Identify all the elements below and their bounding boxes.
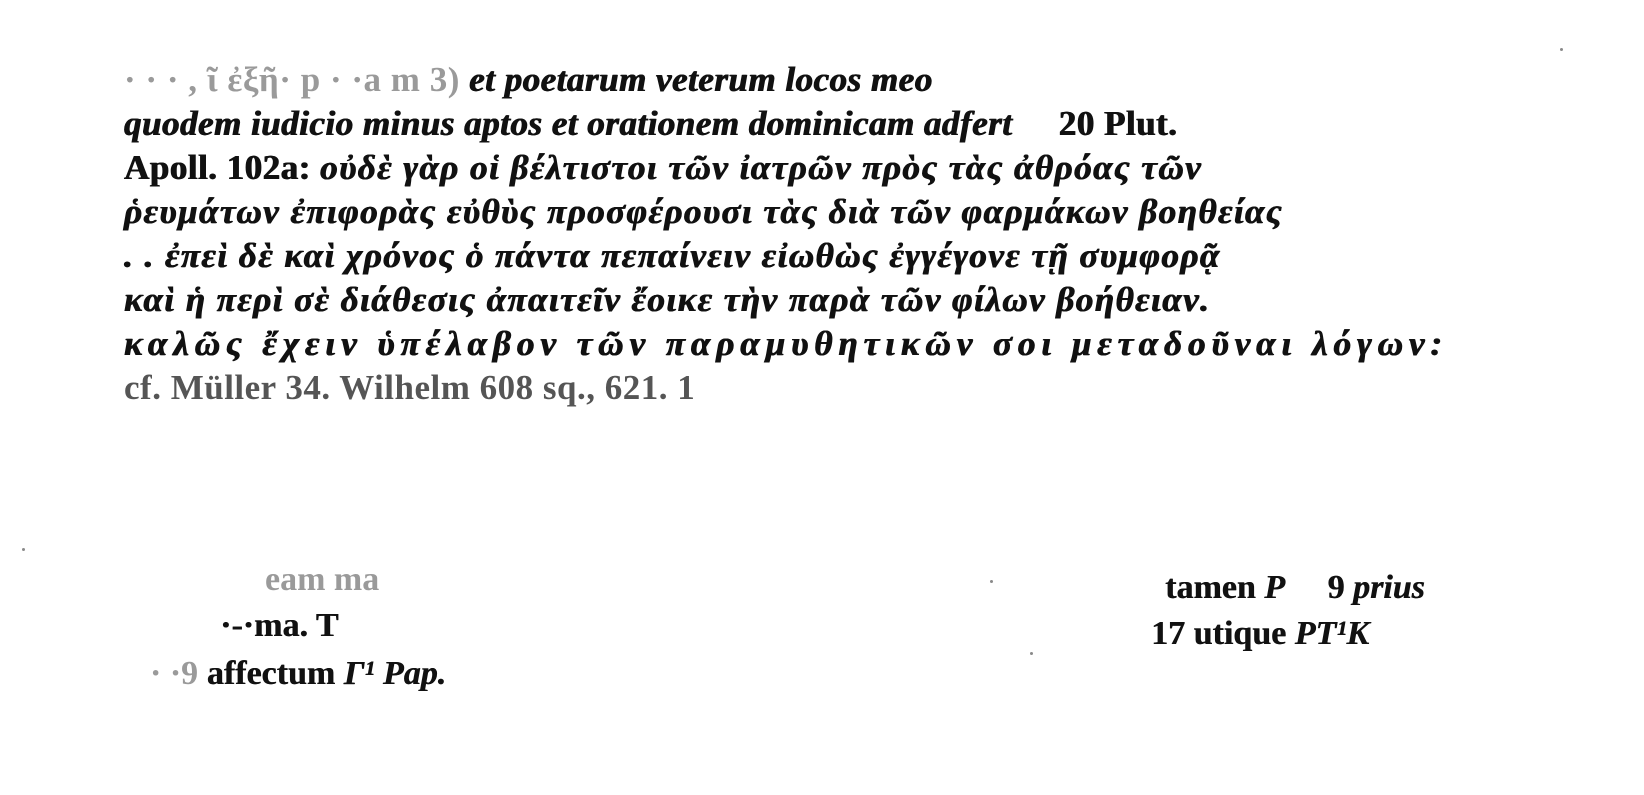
- commentary-line-6: [124, 278, 1210, 322]
- commentary-line-5: [124, 234, 1221, 278]
- text-segment: affectum: [206, 655, 344, 692]
- commentary-line-3: [124, 146, 1202, 190]
- scan-speck: [1030, 652, 1033, 655]
- text-segment: 17 utique: [1151, 615, 1295, 652]
- scan-speck: [990, 580, 993, 583]
- text-segment: prius: [1352, 569, 1425, 606]
- scan-speck: [1560, 48, 1563, 51]
- faded-fragment: · · · , ῖ ἐξῆ· p · ·a m 3): [124, 60, 460, 99]
- commentary-line-2: [124, 102, 1177, 146]
- text-segment: 20 Plut.: [1012, 104, 1178, 143]
- text-segment: καὶ ἡ περὶ σὲ διάθεσις ἀπαιτεῖν ἔοικε τὴν παρὰ τῶν φίλων βοήθειαν.: [124, 280, 1211, 319]
- text-segment: tamen: [1165, 569, 1265, 606]
- text-segment: P: [1264, 569, 1285, 606]
- commentary-line-7: [124, 322, 1448, 366]
- text-segment: Apoll. 102a:: [124, 148, 321, 187]
- text-segment: PT¹K: [1294, 615, 1370, 652]
- text-segment: οὐδὲ γὰρ οἱ βέλτιστοι τῶν ἰατρῶν πρὸς τὰς ἀθρόας τῶν: [320, 148, 1203, 187]
- commentary-line-1: [124, 58, 933, 102]
- text-segment: Γ¹ Pap.: [343, 655, 447, 692]
- text-segment: ῥευμάτων ἐπιφορὰς εὐθὺς προσφέρουσι τὰς διὰ τῶν φαρμάκων βοηθείας: [124, 192, 1284, 231]
- scan-speck: [22, 548, 25, 551]
- faded-fragment: · ·9: [150, 655, 207, 692]
- faded-fragment: eam ma: [265, 561, 380, 598]
- commentary-line-4: [124, 190, 1283, 234]
- text-segment: quodem iudicio minus aptos et orationem dominicam adfert: [124, 104, 1013, 143]
- text-segment: . . ἐπεὶ δὲ καὶ χρόνος ὁ πάντα πεπαίνειν εἰωθὼς ἐγγέγονε τῇ συμφορᾷ: [124, 236, 1221, 275]
- apparatus-line: [150, 654, 446, 694]
- text-segment: cf. Müller 34. Wilhelm 608 sq., 621. 1: [124, 368, 696, 407]
- text-segment: καλῶς ἔχειν ὑπέλαβον τῶν παραμυθητικῶν σοι μεταδοῦναι λόγων:: [124, 324, 1449, 363]
- apparatus-line: [1165, 568, 1425, 608]
- commentary-line-8: [124, 366, 695, 410]
- apparatus-line: [1151, 614, 1369, 654]
- apparatus-line: [265, 560, 379, 600]
- text-segment: 9: [1284, 569, 1353, 606]
- text-segment: ·-·ma. T: [220, 607, 339, 644]
- apparatus-line: [220, 606, 338, 646]
- text-segment: et poetarum veterum locos meo: [459, 60, 933, 99]
